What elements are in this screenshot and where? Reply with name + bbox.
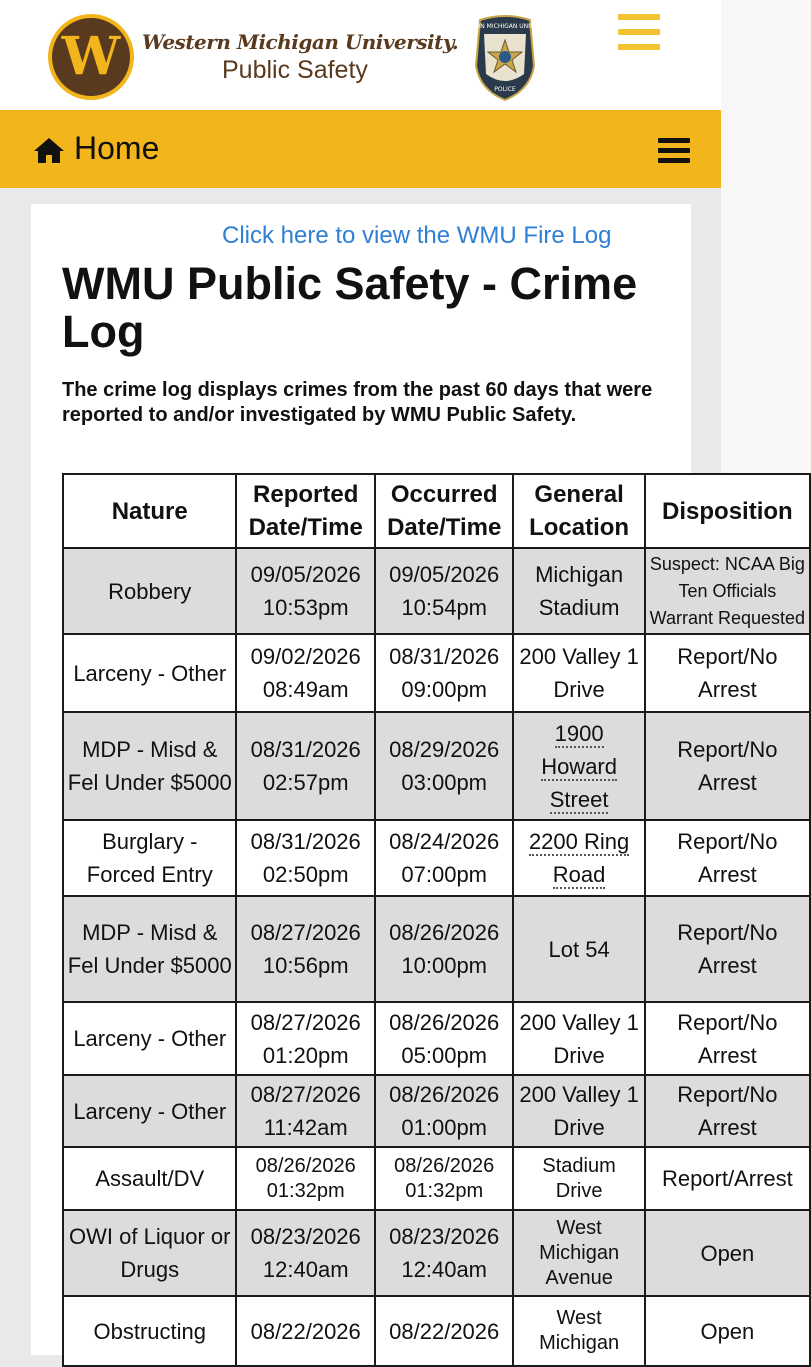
disposition-cell: Report/No Arrest — [645, 712, 810, 820]
disposition-cell: Open — [645, 1210, 810, 1296]
location-cell: Lot 54 — [513, 896, 644, 1002]
badge-bottom-text: POLICE — [494, 86, 516, 93]
nature-cell: MDP - Misd & Fel Under $5000 — [63, 896, 236, 1002]
nature-cell: Burglary - Forced Entry — [63, 820, 236, 896]
table-row — [63, 1210, 810, 1296]
occurred-cell: 08/24/2026 07:00pm — [375, 820, 513, 896]
nature-cell: Larceny - Other — [63, 1002, 236, 1075]
location-link[interactable]: 1900 Howard Street — [541, 720, 617, 812]
reported-cell: 08/22/2026 — [236, 1296, 374, 1366]
reported-cell: 08/31/2026 02:50pm — [236, 820, 374, 896]
disposition-cell: Report/No Arrest — [645, 1002, 810, 1075]
header-occurred: Occurred Date/Time — [375, 474, 513, 548]
disposition-cell: Report/Arrest — [645, 1147, 810, 1210]
location-cell: West Michigan — [513, 1296, 644, 1366]
home-link[interactable]: Home — [74, 130, 160, 166]
occurred-cell: 09/05/2026 10:54pm — [375, 548, 513, 634]
occurred-cell: 08/26/2026 10:00pm — [375, 896, 513, 1002]
location-cell: West Michigan Avenue — [513, 1210, 644, 1296]
header-location: General Location — [513, 474, 644, 548]
table-row — [63, 1075, 810, 1147]
location-cell: Stadium Drive — [513, 1147, 644, 1210]
disposition-cell: Report/No Arrest — [645, 1075, 810, 1147]
table-row — [63, 1296, 810, 1366]
disposition-cell: Report/No Arrest — [645, 634, 810, 712]
table-row — [63, 1002, 810, 1075]
police-badge-icon — [455, 14, 555, 102]
wmu-logo[interactable] — [48, 14, 134, 100]
disposition-cell: Report/No Arrest — [645, 820, 810, 896]
university-name[interactable]: Western Michigan University. — [142, 30, 459, 54]
nav-menu-icon[interactable] — [658, 138, 690, 164]
nature-cell: Larceny - Other — [63, 1075, 236, 1147]
fire-log-link[interactable]: Click here to view the WMU Fire Log — [222, 222, 612, 249]
disposition-cell: Suspect: NCAA Big Ten Officials Warrant Requested — [645, 548, 810, 634]
reported-cell: 08/27/2026 10:56pm — [236, 896, 374, 1002]
occurred-cell: 08/22/2026 — [375, 1296, 513, 1366]
intro-text: The crime log displays crimes from the past 60 days that were reported to and/or investigated by WMU Public Safety. — [62, 379, 653, 426]
page-title: WMU Public Safety - Crime Log — [62, 258, 638, 357]
table-row — [63, 634, 810, 712]
header-menu-icon[interactable] — [618, 14, 660, 54]
department-name[interactable]: Public Safety — [222, 56, 368, 84]
table-header-row — [63, 474, 810, 548]
nature-cell: Robbery — [63, 548, 236, 634]
reported-cell: 09/05/2026 10:53pm — [236, 548, 374, 634]
reported-cell: 08/26/2026 01:32pm — [236, 1147, 374, 1210]
location-link[interactable]: 2200 Ring Road — [528, 829, 630, 887]
home-icon[interactable] — [32, 136, 66, 164]
nature-cell: MDP - Misd & Fel Under $5000 — [63, 712, 236, 820]
occurred-cell: 08/26/2026 01:00pm — [375, 1075, 513, 1147]
reported-cell: 09/02/2026 08:49am — [236, 634, 374, 712]
table-row — [63, 820, 810, 896]
nature-cell: Obstructing — [63, 1296, 236, 1366]
location-cell: 200 Valley 1 Drive — [513, 1075, 644, 1147]
disposition-cell: Report/No Arrest — [645, 896, 810, 1002]
occurred-cell: 08/26/2026 05:00pm — [375, 1002, 513, 1075]
table-row — [63, 712, 810, 820]
occurred-cell: 08/29/2026 03:00pm — [375, 712, 513, 820]
header-nature: Nature — [63, 474, 236, 548]
header-reported: Reported Date/Time — [236, 474, 374, 548]
table-row — [63, 548, 810, 634]
reported-cell: 08/27/2026 01:20pm — [236, 1002, 374, 1075]
badge-top-text: WESTERN MICHIGAN UNIVERSITY — [455, 23, 555, 30]
disposition-cell: Open — [645, 1296, 810, 1366]
reported-cell: 08/27/2026 11:42am — [236, 1075, 374, 1147]
nature-cell: Assault/DV — [63, 1147, 236, 1210]
table-row — [63, 896, 810, 1002]
reported-cell: 08/31/2026 02:57pm — [236, 712, 374, 820]
occurred-cell: 08/26/2026 01:32pm — [375, 1147, 513, 1210]
location-cell: 200 Valley 1 Drive — [513, 634, 644, 712]
location-cell[interactable] — [513, 820, 644, 896]
nature-cell: OWI of Liquor or Drugs — [63, 1210, 236, 1296]
location-cell: 200 Valley 1 Drive — [513, 1002, 644, 1075]
reported-cell: 08/23/2026 12:40am — [236, 1210, 374, 1296]
occurred-cell: 08/31/2026 09:00pm — [375, 634, 513, 712]
header-disposition: Disposition — [645, 474, 810, 548]
nature-cell: Larceny - Other — [63, 634, 236, 712]
crime-log-table — [62, 473, 811, 1367]
occurred-cell: 08/23/2026 12:40am — [375, 1210, 513, 1296]
location-cell: Michigan Stadium — [513, 548, 644, 634]
table-row — [63, 1147, 810, 1210]
location-cell[interactable] — [513, 712, 644, 820]
logo-letter: W — [61, 26, 121, 87]
